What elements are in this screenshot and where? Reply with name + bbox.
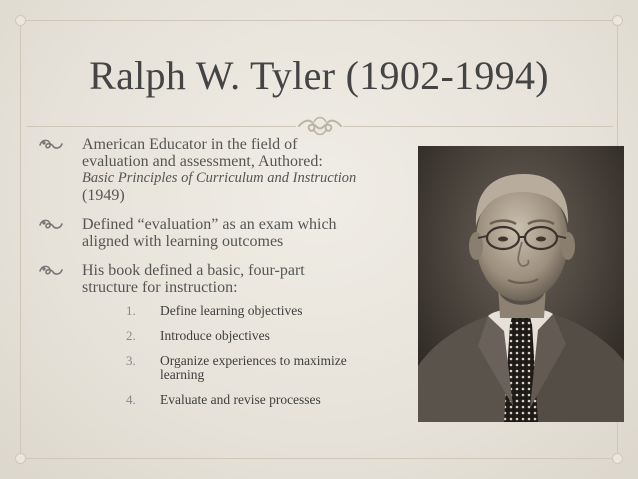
bullet-text: structure for instruction: — [82, 279, 238, 296]
fleuron-bullet-icon — [38, 216, 64, 233]
bullet-text: evaluation and assessment, Authored: — [82, 153, 323, 170]
frame-corner-ornament — [15, 453, 26, 464]
portrait-photo — [418, 146, 624, 422]
step-item — [126, 354, 358, 382]
step-item — [126, 393, 358, 407]
step-number: 4. — [126, 392, 136, 407]
step-text: Organize experiences to maximize — [160, 353, 347, 368]
fleuron-bullet-icon — [38, 262, 64, 279]
bullet-list — [38, 136, 358, 419]
step-text: learning — [160, 367, 205, 382]
step-text: Evaluate and revise processes — [160, 392, 321, 407]
step-item — [126, 329, 358, 343]
frame-corner-ornament — [612, 15, 623, 26]
title-divider-line — [26, 126, 296, 127]
step-text: Define learning objectives — [160, 303, 303, 318]
bullet-text: Defined “evaluation” as an exam which — [82, 216, 337, 233]
frame-corner-ornament — [15, 15, 26, 26]
bullet-text: (1949) — [82, 187, 125, 204]
portrait-image — [418, 146, 624, 422]
step-number: 2. — [126, 328, 136, 343]
bullet-item — [38, 216, 358, 250]
title-divider-line — [343, 126, 613, 127]
step-text: Introduce objectives — [160, 328, 270, 343]
numbered-steps — [126, 304, 358, 407]
fleuron-bullet-icon — [38, 136, 64, 153]
bullet-item — [38, 262, 358, 407]
step-item — [126, 304, 358, 318]
bullet-text: American Educator in the field of — [82, 136, 298, 153]
slide-title: Ralph W. Tyler (1902-1994) — [89, 53, 549, 98]
step-number: 1. — [126, 303, 136, 318]
bullet-text: aligned with learning outcomes — [82, 233, 284, 250]
bullet-text: His book defined a basic, four-part — [82, 262, 305, 279]
frame-corner-ornament — [612, 453, 623, 464]
step-number: 3. — [126, 353, 136, 368]
book-title-text: Basic Principles of Curriculum and Instruction — [82, 170, 357, 186]
bullet-item — [38, 136, 358, 204]
